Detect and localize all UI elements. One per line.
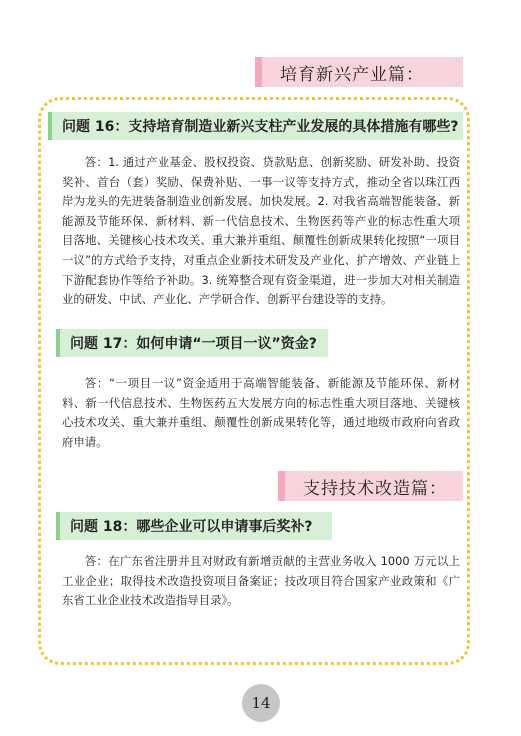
section-title: 培育新兴产业篇： [280, 64, 424, 85]
question-title: 问题 17：如何申请“一项目一议”资金? [70, 336, 317, 352]
section-banner-emerging-industry [255, 57, 463, 87]
question-18-heading [56, 512, 332, 540]
answer-16: 答：1. 通过产业基金、股权投资、贷款贴息、创新奖励、研发补助、投资奖补、首台（套）奖励、保费补贴、一事一议等支持方式，推动全省以珠江西岸为龙头的先进装备制造业创新发展、加快发展。2. 对我省高端智能装备、新能源及节能环保、新材料、新一代信息技术、生物医药等产业的标志性重大项目落地、关键核心技术攻关、重大兼并重组、颠覆性创新成果转化按照“一项目一议”的方式给予支持，对重点企业新技术研发及产业化、扩产增效、产业链上下游配套协作等给予补助。3. 统筹整合现有资金渠道，进一步加大对相关制造业的研发、中试、产业化、产学研合作、创新平台建设等的支持。 [62, 155, 460, 307]
answer-18: 答：在广东省注册并且对财政有新增贡献的主营业务收入 1000 万元以上工业企业；取得技术改造投资项目备案证；技改项目符合国家产业政策和《广东省工业企业技术改造指导目录》。 [62, 554, 460, 608]
question-17-heading [56, 329, 328, 357]
question-16-heading [48, 112, 463, 140]
answer-17: 答：“一项目一议”资金适用于高端智能装备、新能源及节能环保、新材料、新一代信息技术、生物医药五大发展方向的标志性重大项目落地、关键核心技术攻关、重大兼并重组、颠覆性创新成果转化等，通过地级市政府向省政府申请。 [62, 376, 460, 449]
page-number: 14 [251, 694, 271, 712]
question-title: 问题 16：支持培育制造业新兴支柱产业发展的具体措施有哪些? [62, 119, 459, 135]
section-title: 支持技术改造篇： [303, 478, 447, 499]
page-number-badge [242, 684, 280, 722]
section-banner-tech-upgrade [278, 471, 463, 501]
question-title: 问题 18：哪些企业可以申请事后奖补? [70, 519, 313, 535]
